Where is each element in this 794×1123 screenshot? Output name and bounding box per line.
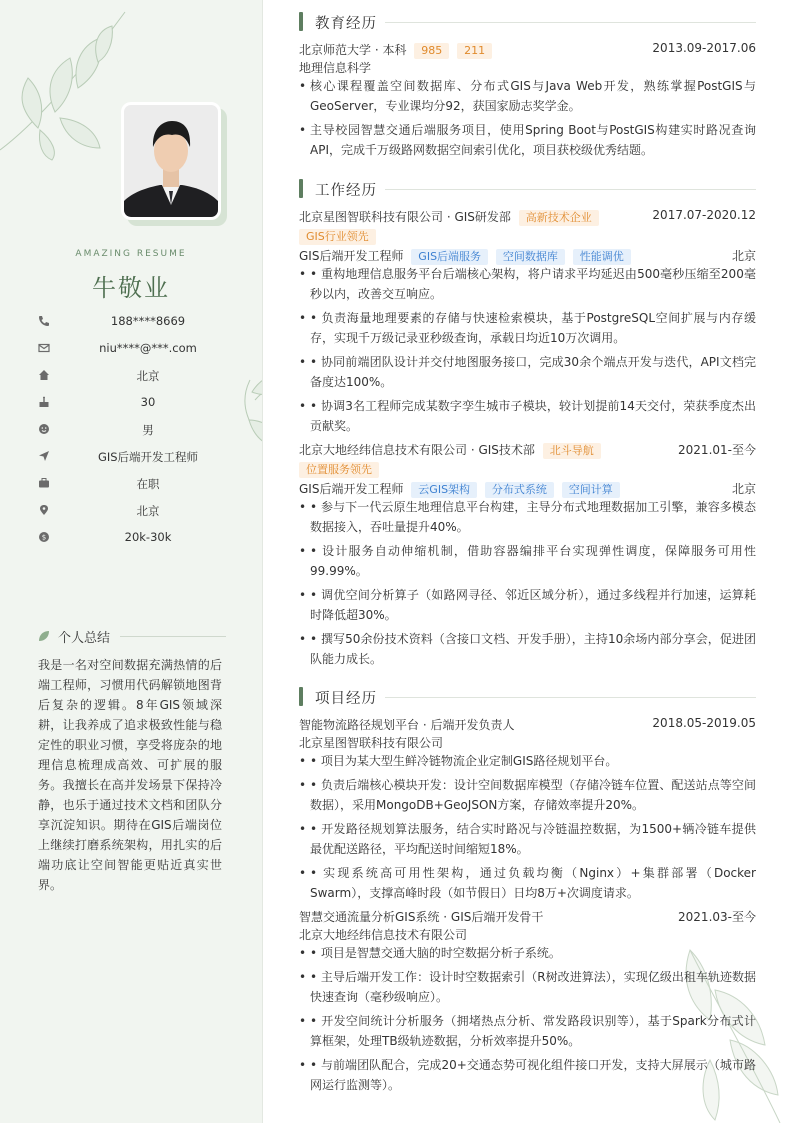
- section-divider: [385, 22, 756, 23]
- section-marker: [299, 12, 303, 31]
- job-role-row: [299, 246, 756, 264]
- project-bullet: • • 开发路径规划算法服务，结合实时路况与冷链温控数据，为1500+辆冷链车提供最优配送路径，平均配送时间缩短18%。: [299, 822, 756, 856]
- project-name: 智慧交通流量分析GIS系统 · GIS后端开发骨干: [299, 910, 544, 924]
- project-date: 2021.03-至今: [678, 910, 756, 924]
- job-tag-row: [299, 461, 756, 479]
- job-role-row: [299, 479, 756, 497]
- job-bullet: • • 协同前端团队设计并交付地图服务接口，完成30余个端点开发与迭代，API文档完备度达100%。: [299, 355, 756, 389]
- info-phone: [38, 312, 228, 332]
- skill-tag: 空间计算: [562, 482, 620, 498]
- summary-title: 个人总结: [58, 631, 111, 646]
- school-name: 北京师范大学 · 本科: [299, 43, 407, 57]
- summary-header: [38, 627, 226, 645]
- job-bullet: • • 设计服务自动伸缩机制，借助容器编排平台实现弹性调度，保障服务可用性99.99%。: [299, 544, 756, 578]
- status-text: 在职: [136, 477, 160, 491]
- projects-section-header: [299, 686, 756, 706]
- gender-text: 男: [142, 423, 154, 437]
- position-text: GIS后端开发工程师: [97, 450, 199, 464]
- job-city: 北京: [731, 482, 756, 496]
- info-home: [38, 366, 228, 386]
- summary-divider: [120, 636, 226, 637]
- candidate-name: 牛敬业: [92, 274, 170, 302]
- projects-title: 项目经历: [315, 691, 377, 707]
- hometown-text: 北京: [136, 369, 160, 383]
- company-tag: GIS行业领先: [299, 229, 376, 245]
- job-city: 北京: [731, 249, 756, 263]
- job-date: 2017.07-2020.12: [652, 208, 756, 222]
- info-salary: [38, 528, 228, 548]
- job-date: 2021.01-至今: [678, 443, 756, 457]
- company-tag: 高新技术企业: [519, 210, 599, 226]
- email-text: niu****@***.com: [99, 341, 197, 355]
- skill-tag: 空间数据库: [496, 249, 565, 265]
- education-date: 2013.09-2017.06: [652, 41, 756, 55]
- info-status: [38, 474, 228, 494]
- project-date: 2018.05-2019.05: [652, 716, 756, 730]
- work-section-header: [299, 178, 756, 198]
- job-role: GIS后端开发工程师: [299, 482, 404, 496]
- project-company-row: [299, 733, 756, 751]
- info-position: [38, 447, 228, 467]
- education-bullet: • 主导校园智慧交通后端服务项目，使用Spring Boot与PostGIS构建实时路况查询API，完成千万级路网数据空间索引优化，项目获校级优秀结题。: [299, 123, 756, 157]
- project-name: 智能物流路径规划平台 · 后端开发负责人: [299, 718, 515, 732]
- section-marker: [299, 179, 303, 198]
- svg-text:$: $: [41, 533, 47, 542]
- major-row: [299, 58, 756, 76]
- job-tag-row: [299, 228, 756, 246]
- company-name: 北京星图智联科技有限公司 · GIS研发部: [299, 210, 511, 224]
- mail-icon: [38, 342, 50, 354]
- education-section-header: [299, 11, 756, 31]
- send-icon: [38, 450, 50, 462]
- project-bullet: • • 开发空间统计分析服务（拥堵热点分析、常发路段识别等），基于Spark分布式计算框架，处理TB级轨迹数据，分析效率提升50%。: [299, 1014, 756, 1048]
- skill-tag: 性能调优: [573, 249, 631, 265]
- job-bullet: • • 撰写50余份技术资料（含接口文档、开发手册），主持10余场内部分享会，促进团队能力成长。: [299, 632, 756, 666]
- sidebar: [0, 0, 263, 1123]
- job-role: GIS后端开发工程师: [299, 249, 404, 263]
- info-location: [38, 501, 228, 521]
- summary-text: 我是一名对空间数据充满热情的后端工程师，习惯用代码解锁地图背后复杂的逻辑。8年GIS领域深耕，让我养成了追求极致性能与稳定性的职业习惯，享受将庞杂的地理信息梳理成高效、可扩展的服务。我擅长在高并发场景下保持冷静，也乐于通过技术文档和团队分享沉淀知识。期待在GIS后端岗位上继续打磨系统架构，用扎实的后端功底让空间智能更贴近真实世界。: [38, 658, 222, 892]
- education-row: [299, 40, 756, 58]
- project-bullet: • • 与前端团队配合，完成20+交通态势可视化组件接口开发，支持大屏展示（城市路网运行监测等）。: [299, 1058, 756, 1092]
- age-text: 30: [140, 395, 156, 409]
- job-header: [299, 440, 756, 458]
- job-bullet: • • 重构地理信息服务平台后端核心架构，将户请求平均延迟由500毫秒压缩至200毫秒以内，改善交互响应。: [299, 267, 756, 301]
- project-bullet: • • 主导后端开发工作：设计时空数据索引（R树改进算法），实现亿级出租车轨迹数据快速查询（毫秒级响应）。: [299, 970, 756, 1004]
- project-company-row: [299, 925, 756, 943]
- project-bullet: • • 项目为某大型生鲜冷链物流企业定制GIS路径规划平台。: [299, 754, 618, 768]
- work-title: 工作经历: [315, 183, 377, 199]
- profile-photo: [121, 102, 221, 220]
- home-icon: [38, 369, 50, 381]
- info-email: [38, 339, 228, 359]
- avatar: [124, 105, 218, 217]
- major: 地理信息科学: [299, 61, 372, 75]
- company-tag: 北斗导航: [543, 443, 601, 459]
- education-bullet: • 核心课程覆盖空间数据库、分布式GIS与Java Web开发，熟练掌握PostGIS与GeoServer，专业课均分92，获国家励志奖学金。: [299, 79, 756, 113]
- phone-text: 188****8669: [110, 314, 186, 328]
- section-divider: [385, 697, 756, 698]
- project-bullet: • • 项目是智慧交通大脑的时空数据分析子系统。: [299, 946, 561, 960]
- skill-tag: 云GIS架构: [411, 482, 477, 498]
- location-pin-icon: [38, 504, 50, 516]
- project-bullet: • • 实现系统高可用性架构，通过负载均衡（Nginx）+集群部署（Docker Swarm），支撑高峰时段（如节假日）日均8万+次调度请求。: [299, 866, 756, 900]
- skill-tag: 分布式系统: [485, 482, 554, 498]
- phone-icon: [38, 315, 50, 327]
- location-text: 北京: [136, 504, 160, 518]
- job-bullet: • • 负责海量地理要素的存储与快速检索模块，基于PostgreSQL空间扩展与内存缓存，实现千万级记录亚秒级查询，承载日均近10万次调用。: [299, 311, 756, 345]
- job-bullet: • • 调优空间分析算子（如路网寻径、邻近区域分析），通过多线程并行加速，运算耗时降低超30%。: [299, 588, 756, 622]
- leaf-icon: [38, 630, 50, 642]
- project-header: [299, 715, 756, 733]
- project-company: 北京大地经纬信息技术有限公司: [299, 928, 468, 942]
- info-gender: [38, 420, 228, 440]
- project-bullet: • • 负责后端核心模块开发：设计空间数据库模型（存储冷链车位置、配送站点等空间数据），采用MongoDB+GeoJSON方案，存储效率提升20%。: [299, 778, 756, 812]
- school-tag: 985: [414, 43, 449, 59]
- company-tag: 位置服务领先: [299, 462, 379, 478]
- project-header: [299, 907, 756, 925]
- salary-icon: [38, 531, 50, 543]
- section-marker: [299, 687, 303, 706]
- salary-text: 20k-30k: [124, 530, 172, 544]
- info-age: [38, 393, 228, 413]
- job-bullet: • • 协调3名工程师完成某数字孪生城市子模块，较计划提前14天交付，荣获季度杰出贡献奖。: [299, 399, 756, 433]
- tagline: AMAZING RESUME: [75, 249, 187, 259]
- job-bullet: • • 参与下一代云原生地理信息平台构建，主导分布式地理数据加工引擎，兼容多模态数据接入，吞吐量提升40%。: [299, 500, 756, 534]
- project-company: 北京星图智联科技有限公司: [299, 736, 444, 750]
- person-icon: [38, 423, 50, 435]
- cake-icon: [38, 396, 50, 408]
- skill-tag: GIS后端服务: [411, 249, 488, 265]
- education-title: 教育经历: [315, 16, 377, 32]
- briefcase-icon: [38, 477, 50, 489]
- school-tag: 211: [457, 43, 492, 59]
- job-header: [299, 207, 756, 225]
- company-name: 北京大地经纬信息技术有限公司 · GIS技术部: [299, 443, 535, 457]
- section-divider: [385, 189, 756, 190]
